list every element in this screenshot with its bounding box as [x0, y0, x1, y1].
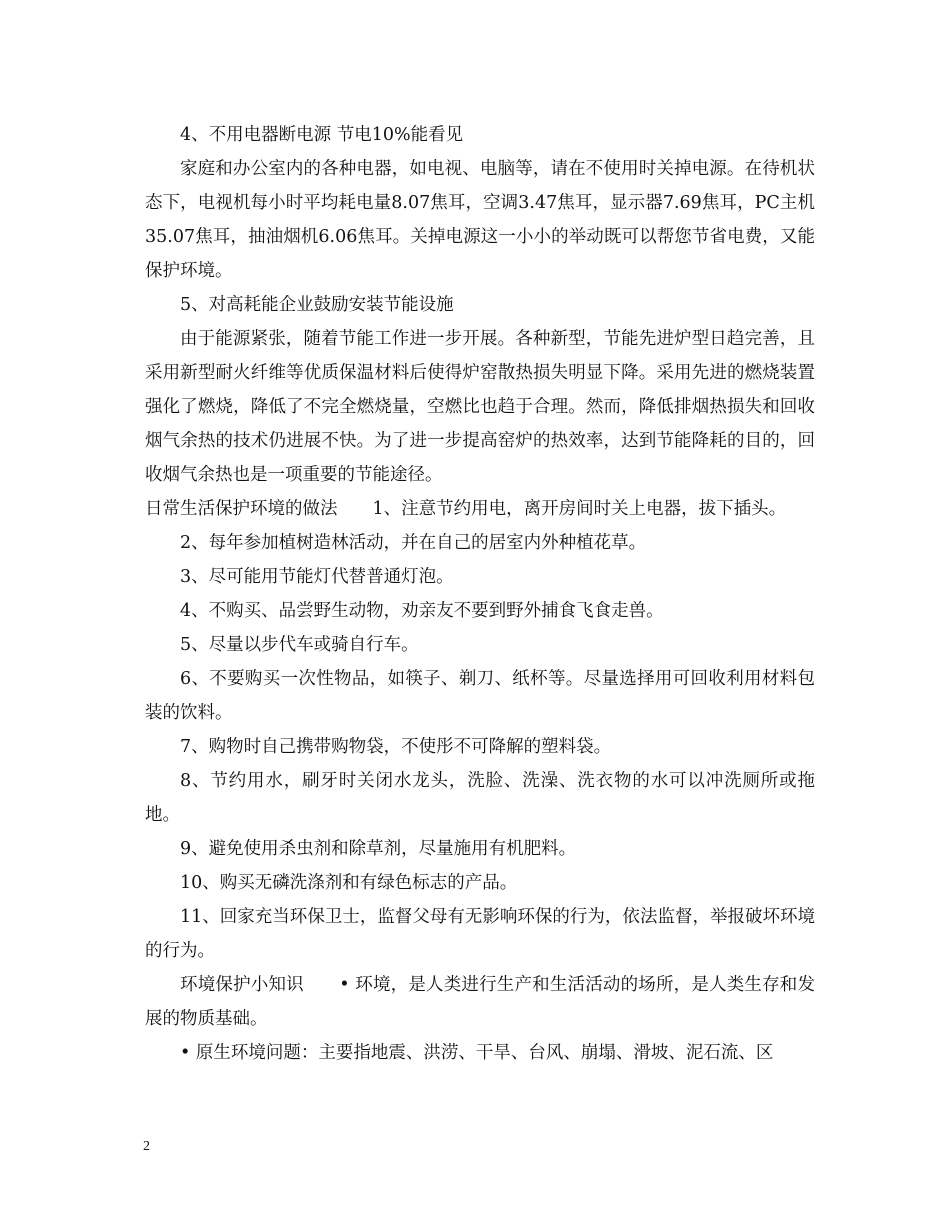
list-item-9: 9、避免使用杀虫剂和除草剂，尽量施用有机肥料。	[180, 839, 577, 859]
list-item-11: 11、回家充当环保卫士，监督父母有无影响环保的行为，依法监督，举报破坏环境的行为。	[145, 907, 815, 961]
list-item-7: 7、购物时自己携带购物袋，不使彤不可降解的塑料袋。	[180, 737, 612, 757]
paragraph-heading-5: 5、对高耗能企业鼓励安装节能设施	[180, 295, 454, 315]
document-body	[145, 118, 815, 1070]
list-item-4: 4、不购买、品尝野生动物，劝亲友不要到野外捕食飞食走兽。	[180, 601, 664, 621]
list-item-2: 2、每年参加植树造林活动，并在自己的居室内外种植花草。	[180, 533, 647, 553]
list-item-3: 3、尽可能用节能灯代替普通灯泡。	[180, 567, 454, 587]
list-item-5: 5、尽量以步代车或骑自行车。	[180, 635, 419, 655]
paragraph-env-knowledge: 环境保护小知识 • 环境，是人类进行生产和生活活动的场所，是人类生存和发展的物质基础。	[145, 975, 815, 1029]
paragraph-energy-saving: 由于能源紧张，随着节能工作进一步开展。各种新型，节能先进炉型日趋完善，且采用新型耐火纤维等优质保温材料后使得炉窑散热损失明显下降。采用先进的燃烧装置强化了燃烧，降低了不完全燃烧量，空燃比也趋于合理。然而，降低排烟热损失和回收烟气余热的技术仍进展不快。为了进一步提高窑炉的热效率，达到节能降耗的目的，回收烟气余热也是一项重要的节能途径。	[145, 329, 815, 485]
paragraph-standby-power: 家庭和办公室内的各种电器，如电视、电脑等，请在不使用时关掉电源。在待机状态下，电视机每小时平均耗电量8.07焦耳，空调3.47焦耳，显示器7.69焦耳，PC主机35.07焦耳，抽油烟机6.06焦耳。关掉电源这一小小的举动既可以帮您节省电费，又能保护环境。	[145, 159, 815, 281]
paragraph-primary-env-problems: • 原生环境问题：主要指地震、洪涝、干旱、台风、崩塌、滑坡、泥石流、区	[180, 1043, 774, 1063]
paragraph-daily-life-heading: 日常生活保护环境的做法 1、注意节约用电，离开房间时关上电器，拔下插头。	[145, 499, 787, 519]
paragraph-heading-4: 4、不用电器断电源 节电10%能看见	[180, 125, 464, 145]
list-item-10: 10、购买无磷洗涤剂和有绿色标志的产品。	[180, 873, 518, 893]
list-item-8: 8、节约用水，刷牙时关闭水龙头，洗脸、洗澡、洗衣物的水可以冲洗厕所或拖地。	[145, 771, 815, 825]
list-item-6: 6、不要购买一次性物品，如筷子、剃刀、纸杯等。尽量选择用可回收利用材料包装的饮料。	[145, 669, 815, 723]
page-number: 2	[143, 1139, 150, 1154]
